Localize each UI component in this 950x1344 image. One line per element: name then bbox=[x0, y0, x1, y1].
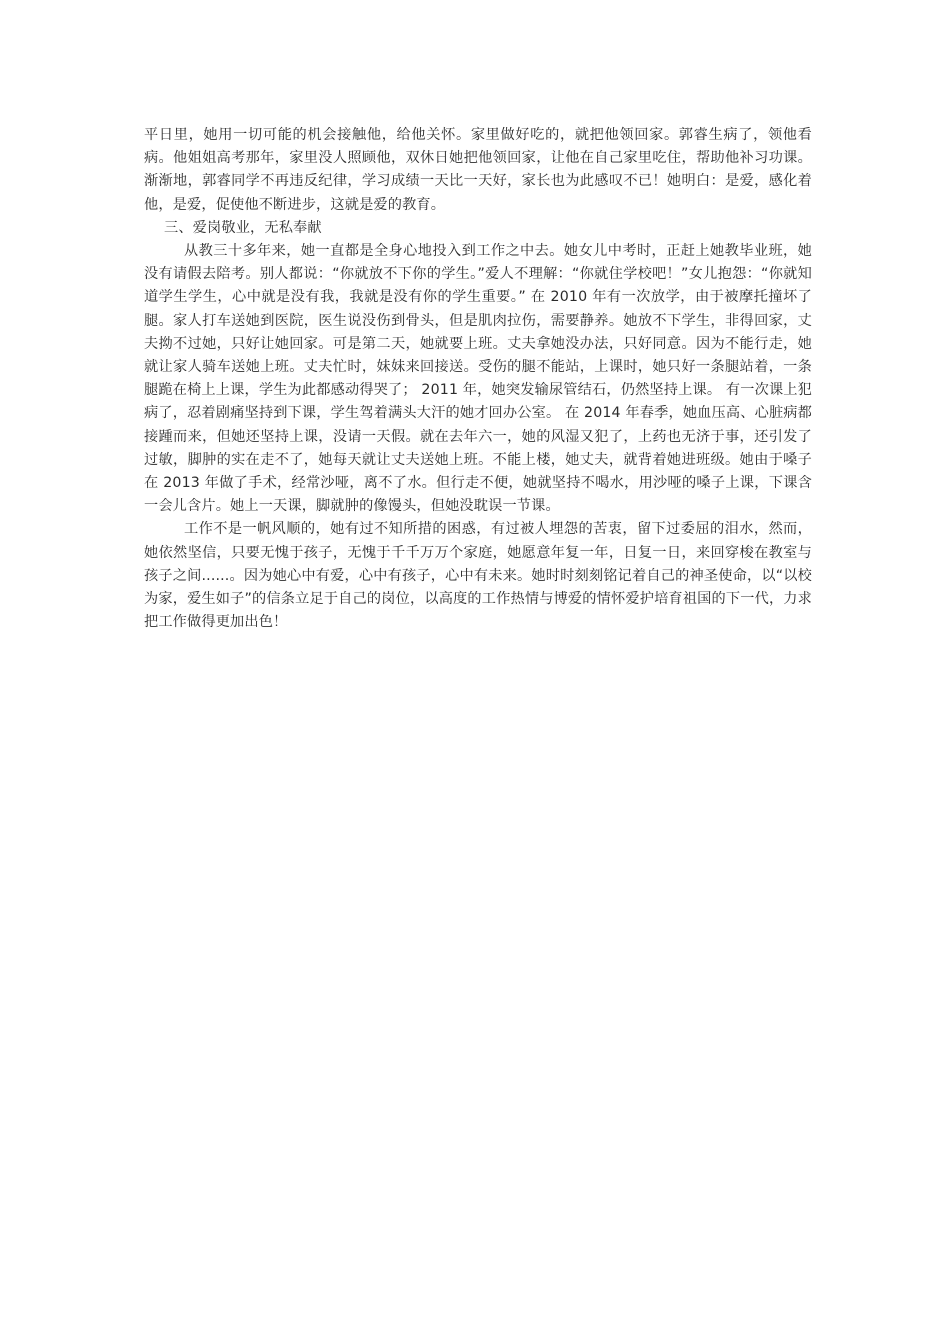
paragraph-mission: 工作不是一帆风顺的，她有过不知所措的困惑，有过被人埋怨的苦衷，留下过委屈的泪水，然而，她依然坚信，只要无愧于孩子，无愧于千千万万个家庭，她愿意年复一年，日复一日，来回穿梭在教室与孩子之间......。因为她心中有爱，心中有孩子，心中有未来。她时时刻刻铭记着自己的神圣使命，以“以校为家，爱生如子”的信条立足于自己的岗位，以高度的工作热情与博爱的情怀爱护培育祖国的下一代，力求把工作做得更加出色！ bbox=[144, 521, 812, 631]
paragraph-dedication: 从教三十多年来，她一直都是全身心地投入到工作之中去。她女儿中考时，正赶上她教毕业班，她没有请假去陪考。别人都说：“你就放不下你的学生。”爱人不理解：“你就住学校吧！”女儿抱怨：“你就知道学生学生，心中就是没有我，我就是没有你的学生重要。” 在 2010 年有一次放学，由于被摩托撞坏了腿。家人打车送她到医院，医生说没伤到骨头，但是肌肉拉伤，需要静养。她放不下学生，非得回家，丈夫拗不过她，只好让她回家。可是第二天，她就要上班。丈夫拿她没办法，只好同意。因为不能行走，她就让家人骑车送她上班。丈夫忙时，妹妹来回接送。受伤的腿不能站，上课时，她只好一条腿站着，一条腿跪在椅上上课，学生为此都感动得哭了； 2011 年，她突发输尿管结石，仍然坚持上课。 有一次课上犯病了，忍着剧痛坚持到下课，学生驾着满头大汗的她才回办公室。 在 2014 年春季，她血压高、心脏病都接踵而来，但她还坚持上课，没请一天假。就在去年六一，她的风湿又犯了，上药也无济于事，还引发了过敏，脚肿的实在走不了，她每天就让丈夫送她上班。不能上楼，她丈夫，就背着她进班级。她由于嗓子在 2013 年做了手术，经常沙哑，离不了水。但行走不便，她就坚持不喝水，用沙哑的嗓子上课，下课含一会儿含片。她上一天课，脚就肿的像馒头，但她没耽误一节课。 bbox=[144, 243, 812, 515]
paragraph-love-education: 平日里，她用一切可能的机会接触他，给他关怀。家里做好吃的，就把他领回家。郭睿生病了，领他看病。他姐姐高考那年，家里没人照顾他，双休日她把他领回家，让他在自己家里吃住，帮助他补习功课。渐渐地，郭睿同学不再违反纪律，学习成绩一天比一天好，家长也为此感叹不已！她明白：是爱，感化着他，是爱，促使他不断进步，这就是爱的教育。 bbox=[144, 127, 812, 213]
document-body bbox=[144, 124, 812, 634]
section-heading-dedication: 三、爱岗敬业，无私奉献 bbox=[164, 219, 322, 236]
